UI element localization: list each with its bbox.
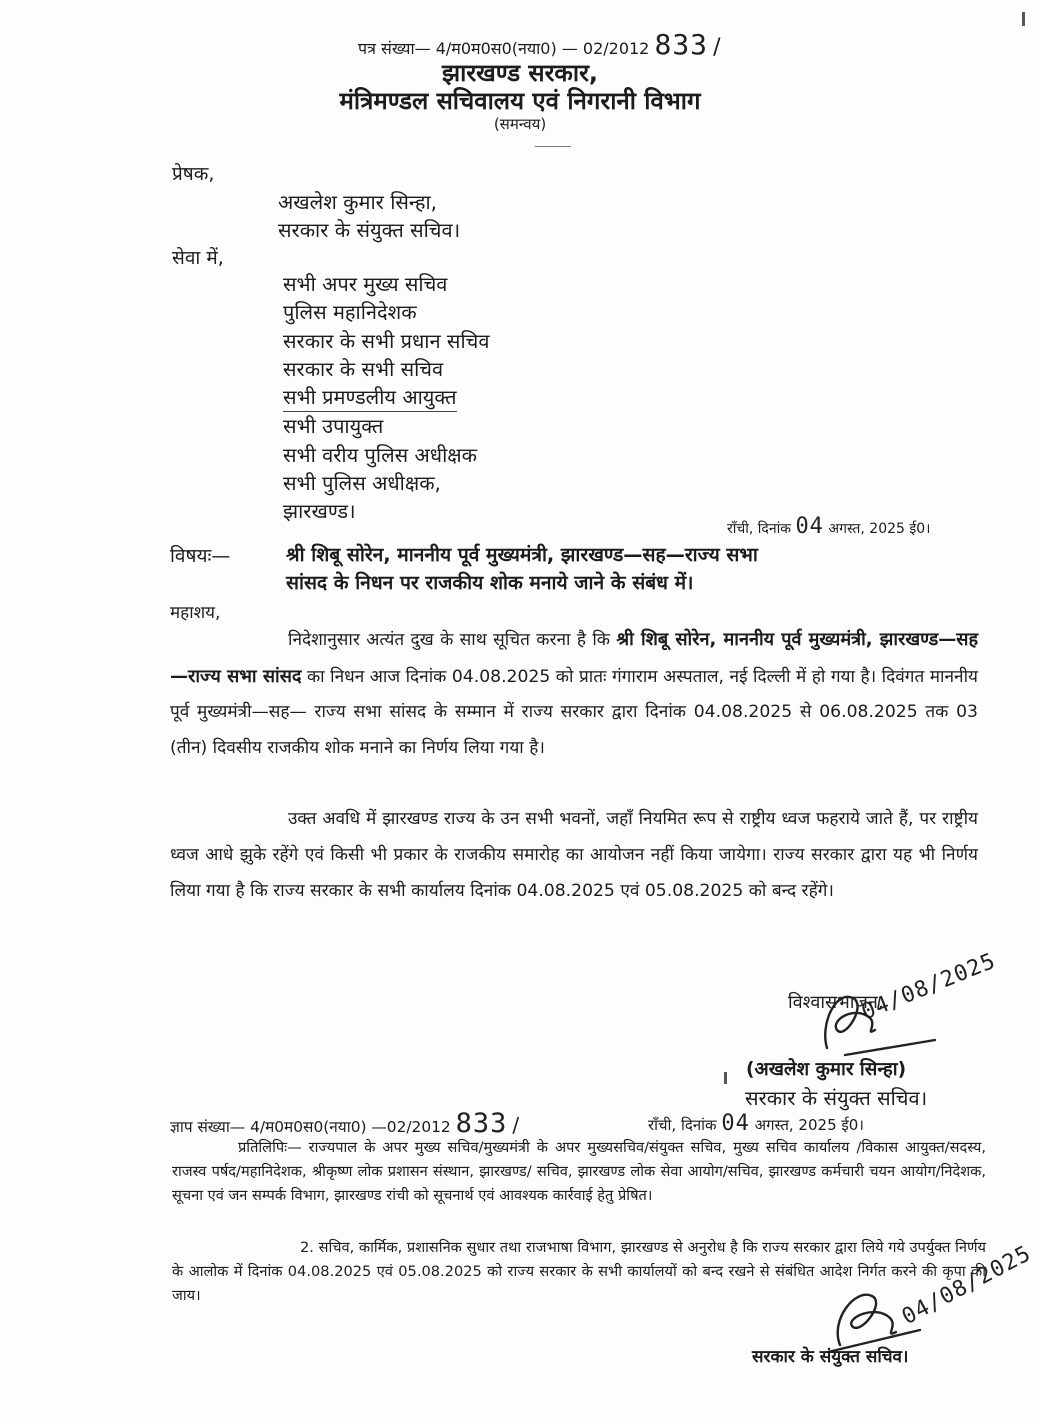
recipient-item: सभी अपर मुख्य सचिव — [283, 272, 448, 296]
body-paragraph-2: उक्त अवधि में झारखण्ड राज्य के उन सभी भवनों, जहाँ नियमित रूप से राष्ट्रीय ध्वज फहराये जाते हैं, पर राष्ट्रीय ध्वज आधे झुके रहेंगे एवं किसी भी प्रकार के राजकीय समारोह का आयोजन नहीं किया जायेगा। राज्य सरकार द्वारा यह भी निर्णय लिया गया है कि राज्य सरकार के सभी कार्यालय दिनांक 04.08.2025 एवं 05.08.2025 को बन्द रहेंगे। — [170, 809, 978, 901]
memo-signature-date: 04/08/2025 — [898, 1241, 1036, 1331]
closing-name: (अखलेश कुमार सिन्हा) — [746, 1059, 907, 1080]
letter-number-suffix: / — [713, 35, 721, 60]
valediction: विश्वासभाजन, — [788, 992, 884, 1013]
department-heading: मंत्रिमण्डल सचिवालय एवं निगरानी विभाग — [339, 87, 701, 115]
para1-intro: निदेशानुसार अत्यंत दुख के साथ सूचित करना है कि — [288, 630, 617, 650]
sender-label: प्रेषक, — [172, 163, 215, 185]
closing-designation: सरकार के संयुक्त सचिव। — [745, 1086, 928, 1110]
salutation: महाशय, — [170, 603, 221, 623]
memo-number — [170, 1108, 519, 1139]
recipient-item: सभी उपायुक्त — [283, 414, 384, 439]
letter-number-label: पत्र संख्या— 4/म0म0स0(नया0) — 02/2012 — [358, 39, 650, 58]
memo-date-prefix: राँची, दिनांक — [648, 1116, 717, 1134]
memo-date — [648, 1111, 864, 1136]
para1-bold: श्री शिबू सोरेन, माननीय पूर्व मुख्यमंत्री, झारखण्ड—सह—राज्य सभा सांसद — [170, 629, 979, 687]
sender-designation: सरकार के संयुक्त सचिव। — [278, 218, 461, 242]
closing-signature-date: 04/08/2025 — [858, 948, 1000, 1026]
section-label: (समन्वय) — [493, 115, 547, 133]
date-line — [727, 514, 930, 539]
recipient-item: सरकार के सभी प्रधान सचिव — [283, 328, 490, 353]
edge-mark — [1022, 12, 1025, 26]
memo-number-label: ज्ञाप संख्या— 4/म0म0स0(नया0) —02/2012 — [170, 1118, 451, 1136]
letter-number-handwritten: 833 — [654, 28, 709, 61]
date-prefix: राँची, दिनांक — [727, 521, 791, 537]
memo-number-handwritten: 833 — [455, 1108, 508, 1139]
para1-rest: का निधन आज दिनांक 04.08.2025 को प्रातः गंगाराम अस्पताल, नई दिल्ली में हो गया है। दिवंगत माननीय पूर्व मुख्यमंत्री—सह— राज्य सभा सांसद के सम्मान में राज्य सरकार द्वारा दिनांक 04.08.2025 से 06.08.2025 तक 03 (तीन) दिवसीय राजकीय शोक मनाने का निर्णय लिया गया है। — [170, 666, 978, 758]
memo-date-suffix: अगस्त, 2025 ई0। — [754, 1116, 864, 1134]
recipient-item: झारखण्ड। — [283, 499, 356, 524]
recipients-list — [283, 270, 489, 526]
recipient-item: सभी वरीय पुलिस अधीक्षक — [283, 442, 477, 467]
sender-name: अखलेश कुमार सिन्हा, — [278, 190, 438, 214]
recipient-item: सभी पुलिस अधीक्षक, — [283, 471, 441, 496]
subject-line-1: श्री शिबू सोरेन, माननीय पूर्व मुख्यमंत्री, झारखण्ड—सह—राज्य सभा — [286, 543, 758, 566]
subject-label: विषयः— — [170, 545, 231, 567]
recipient-item: सभी प्रमण्डलीय आयुक्त — [283, 383, 457, 412]
memo-designation: सरकार के संयुक्त सचिव। — [752, 1347, 909, 1367]
recipients-label: सेवा में, — [172, 247, 224, 269]
memo-date-day: 04 — [721, 1111, 750, 1136]
state-heading: झारखण्ड सरकार, — [441, 59, 599, 87]
subject-line-2: सांसद के निधन पर राजकीय शोक मनाये जाने के संबंध में। — [286, 571, 694, 594]
date-suffix: अगस्त, 2025 ई0। — [828, 521, 931, 537]
memo-number-suffix: / — [512, 1113, 520, 1137]
header-divider — [535, 146, 571, 147]
edge-mark — [724, 1072, 727, 1084]
recipient-item: पुलिस महानिदेशक — [283, 300, 417, 325]
memo-paragraph-2: 2. सचिव, कार्मिक, प्रशासनिक सुधार तथा राजभाषा विभाग, झारखण्ड से अनुरोध है कि राज्य सरकार द्वारा लिये गये उपर्युक्त निर्णय के आलोक में दिनांक 04.08.2025 एवं 05.08.2025 को राज्य सरकार के सभी कार्यालयों को बन्द रखने से संबंधित आदेश निर्गत करने की कृपा की जाय। — [172, 1239, 986, 1304]
recipient-item: सरकार के सभी सचिव — [283, 356, 444, 381]
date-day-handwritten: 04 — [795, 514, 824, 539]
body-paragraph-1 — [170, 622, 978, 766]
copy-paragraph: प्रतिलिपिः— राज्यपाल के अपर मुख्य सचिव/मुख्यमंत्री के अपर मुख्यसचिव/संयुक्त सचिव, मुख्य सचिव कार्यालय /विकास आयुक्त/सदस्य, राजस्व पर्षद/महानिदेशक, श्रीकृष्ण लोक प्रशासन संस्थान, झारखण्ड/ सचिव, झारखण्ड लोक सेवा आयोग/सचिव, झारखण्ड कर्मचारी चयन आयोग/निदेशक, सूचना एवं जन सम्पर्क विभाग, झारखण्ड रांची को सूचनार्थ एवं आवश्यक कार्रवाई हेतु प्रेषित। — [172, 1139, 986, 1205]
